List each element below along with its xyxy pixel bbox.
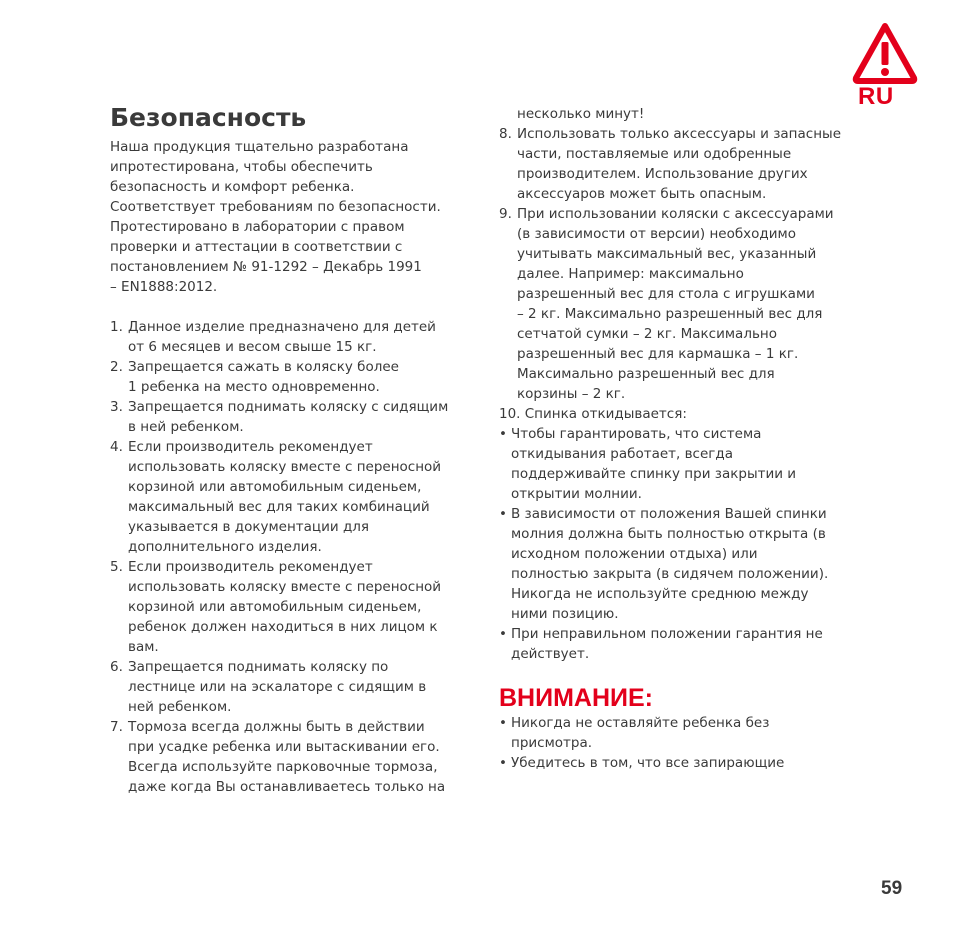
list-item-number: 6. [110, 659, 123, 675]
bullet-icon: • [499, 626, 507, 642]
text-line: При неправильном положении гарантия не [511, 626, 823, 642]
text-line: максимальный вес для таких комбинаций [128, 499, 430, 515]
text-line: Никогда не используйте среднюю между [511, 586, 809, 602]
text-line: ней ребенком. [128, 699, 232, 715]
text-line: ребенок должен находиться в них лицом к [128, 619, 438, 635]
text-line: постановлением № 91-1292 – Декабрь 1991 [110, 259, 422, 275]
text-line: безопасность и комфорт ребенка. [110, 179, 355, 195]
text-line: корзиной или автомобильным сиденьем, [128, 599, 422, 615]
text-line: Соответствует требованиям по безопасности. [110, 199, 441, 215]
numbered-list [110, 317, 470, 797]
text-line: при усадке ребенка или вытаскивании его. [128, 739, 440, 755]
text-line: использовать коляску вместе с переносной [128, 459, 442, 475]
intro-paragraph [110, 137, 470, 297]
list-item [110, 437, 470, 557]
text-line: части, поставляемые или одобренные [517, 146, 792, 162]
text-line: использовать коляску вместе с переносной [128, 579, 442, 595]
text-line: Максимально разрешенный вес для [517, 366, 775, 382]
text-line: далее. Например: максимально [517, 266, 744, 282]
text-line: Использовать только аксессуары и запасные [517, 126, 841, 142]
list-item [110, 357, 470, 397]
text-line: – 2 кг. Максимально разрешенный вес для [517, 306, 823, 322]
text-line: указывается в документации для [128, 519, 370, 535]
text-line: Запрещается поднимать коляску по [128, 659, 389, 675]
attention-bullet-list [499, 713, 861, 773]
right-column [499, 104, 861, 773]
text-line: Если производитель рекомендует [128, 439, 373, 455]
text-line: корзины – 2 кг. [517, 386, 626, 402]
text-line: сетчатой сумки – 2 кг. Максимально [517, 326, 777, 342]
text-line: – EN1888:2012. [110, 279, 218, 295]
text-line: Если производитель рекомендует [128, 559, 373, 575]
list-item-number: 1. [110, 319, 123, 335]
bullet-icon: • [499, 506, 507, 522]
text-line: В зависимости от положения Вашей спинки [511, 506, 827, 522]
text-line: Убедитесь в том, что все запирающие [511, 755, 785, 771]
left-column [110, 102, 470, 797]
bullet-item [499, 713, 861, 753]
warning-triangle-icon [852, 22, 918, 84]
text-line: от 6 месяцев и весом свыше 15 кг. [128, 339, 377, 355]
attention-heading: ВНИМАНИЕ: [499, 684, 653, 712]
list-item-number: 5. [110, 559, 123, 575]
bullet-item [499, 624, 861, 664]
list-item-number: 2. [110, 359, 123, 375]
list-item [499, 124, 861, 204]
text-line: проверки и аттестации в соответствии с [110, 239, 403, 255]
text-line: разрешенный вес для кармашка – 1 кг. [517, 346, 799, 362]
list-item [499, 204, 861, 404]
text-line: ипротестирована, чтобы обеспечить [110, 159, 373, 175]
list-item [110, 557, 470, 657]
bullet-list [499, 424, 861, 664]
list-item-continuation: несколько минут! [517, 106, 645, 122]
bullet-item [499, 504, 861, 624]
text-line: (в зависимости от версии) необходимо [517, 226, 796, 242]
list-item-number: 8. [499, 126, 512, 142]
language-label: RU [858, 83, 894, 110]
bullet-icon: • [499, 715, 507, 731]
text-line: Никогда не оставляйте ребенка без [511, 715, 770, 731]
text-line: Наша продукция тщательно разработана [110, 139, 409, 155]
text-line: даже когда Вы останавливаетесь только на [128, 779, 446, 795]
text-line: поддерживайте спинку при закрытии и [511, 466, 797, 482]
text-line: вам. [128, 639, 159, 655]
text-line: присмотра. [511, 735, 593, 751]
numbered-list [499, 124, 861, 404]
text-line: исходном положении отдыха) или [511, 546, 758, 562]
list-item [110, 657, 470, 717]
text-line: Тормоза всегда должны быть в действии [128, 719, 425, 735]
text-line: ними позицию. [511, 606, 619, 622]
text-line: Всегда используйте парковочные тормоза, [128, 759, 438, 775]
list-item-10: 10. Спинка откидывается: [499, 406, 687, 422]
list-item [110, 717, 470, 797]
text-line: откидывания работает, всегда [511, 446, 733, 462]
text-line: учитывать максимальный вес, указанный [517, 246, 817, 262]
text-line: Запрещается сажать в коляску более [128, 359, 399, 375]
text-line: в ней ребенком. [128, 419, 244, 435]
text-line: молния должна быть полностью открыта (в [511, 526, 826, 542]
bullet-item [499, 424, 861, 504]
text-line: Протестировано в лаборатории с правом [110, 219, 405, 235]
list-item-number: 3. [110, 399, 123, 415]
text-line: лестнице или на эскалаторе с сидящим в [128, 679, 427, 695]
text-line: полностью закрыта (в сидячем положении). [511, 566, 829, 582]
page-number: 59 [881, 878, 903, 899]
text-line: разрешенный вес для стола с игрушками [517, 286, 815, 302]
text-line: корзиной или автомобильным сиденьем, [128, 479, 422, 495]
list-item-number: 4. [110, 439, 123, 455]
bullet-icon: • [499, 755, 507, 771]
list-item [110, 317, 470, 357]
text-line: Запрещается поднимать коляску с сидящим [128, 399, 449, 415]
list-item-number: 7. [110, 719, 123, 735]
text-line: дополнительного изделия. [128, 539, 322, 555]
text-line: действует. [511, 646, 590, 662]
text-line: аксессуаров может быть опасным. [517, 186, 767, 202]
text-line: производителем. Использование других [517, 166, 808, 182]
text-line: Чтобы гарантировать, что система [511, 426, 762, 442]
text-line: 1 ребенка на место одновременно. [128, 379, 380, 395]
list-item [110, 397, 470, 437]
bullet-icon: • [499, 426, 507, 442]
list-item-number: 9. [499, 206, 512, 222]
section-title: Безопасность [110, 103, 307, 132]
text-line: Данное изделие предназначено для детей [128, 319, 436, 335]
bullet-item [499, 753, 861, 773]
text-line: При использовании коляски с аксессуарами [517, 206, 834, 222]
text-line: открытии молнии. [511, 486, 642, 502]
